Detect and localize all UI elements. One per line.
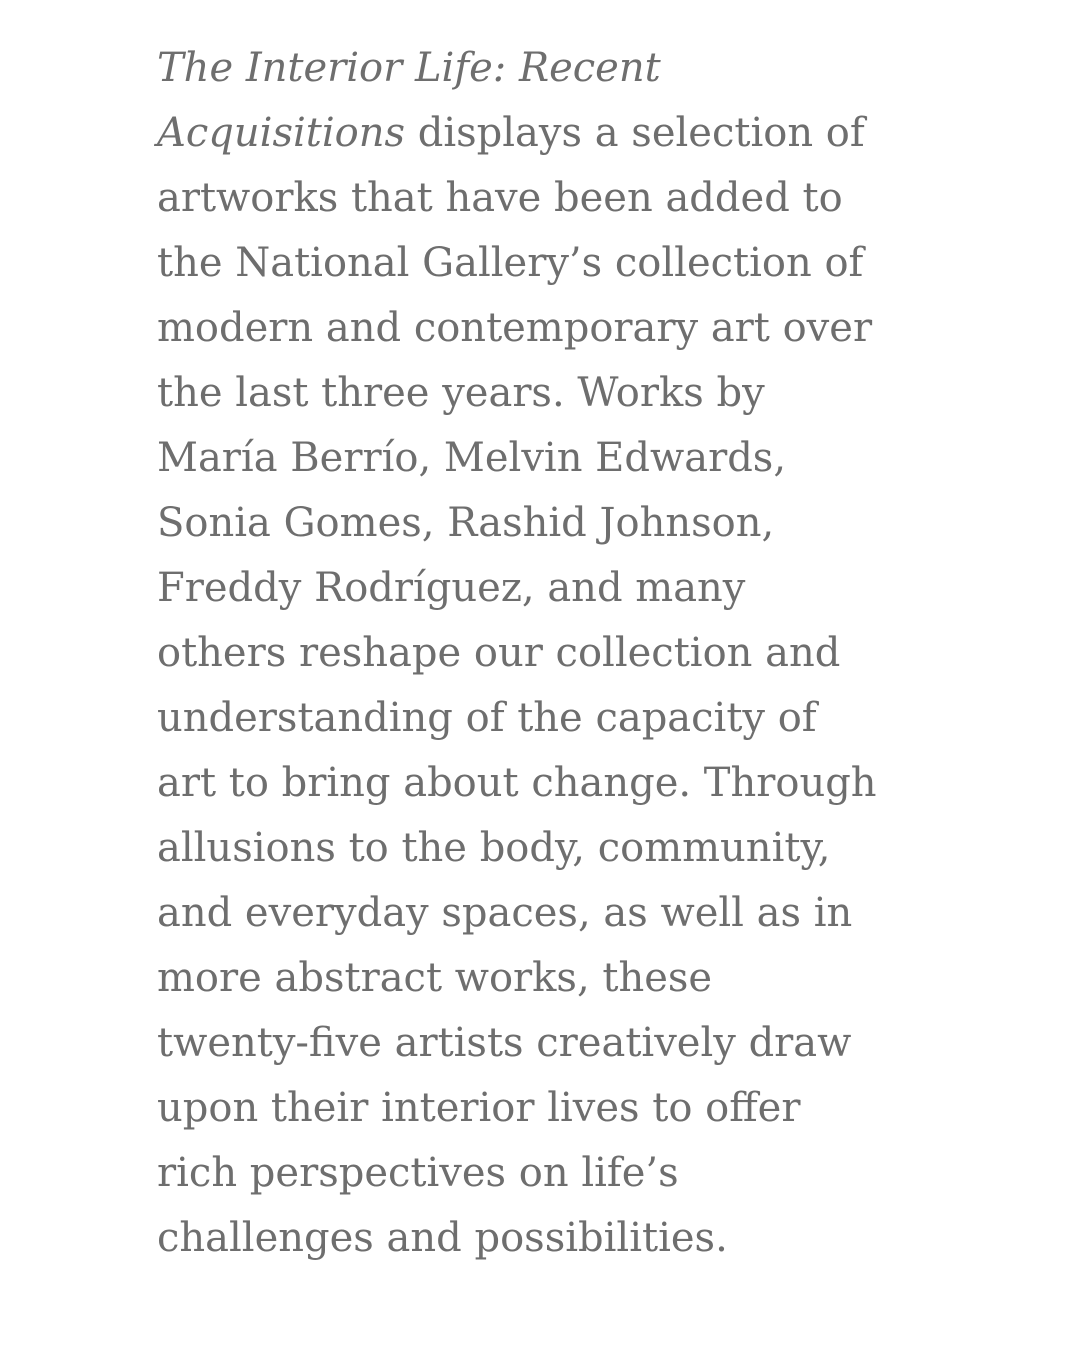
- text-line: twenty-five artists creatively draw: [157, 1020, 852, 1066]
- text-line: challenges and possibilities.: [157, 1215, 728, 1261]
- text-line: more abstract works, these: [157, 955, 713, 1001]
- text-line: modern and contemporary art over: [157, 305, 873, 351]
- text-line: artworks that have been added to: [157, 175, 843, 221]
- text-line: rich perspectives on life’s: [157, 1150, 679, 1196]
- text-line: upon their interior lives to offer: [157, 1085, 801, 1131]
- text-line: art to bring about change. Through: [157, 760, 877, 806]
- text-line: Sonia Gomes, Rashid Johnson,: [157, 500, 775, 546]
- text-line: allusions to the body, community,: [157, 825, 831, 871]
- text-line: and everyday spaces, as well as in: [157, 890, 853, 936]
- exhibition-title-line-1: The Interior Life: Recent: [157, 45, 661, 91]
- text-line: others reshape our collection and: [157, 630, 841, 676]
- exhibition-title-line-2: Acquisitions: [157, 110, 406, 156]
- text-line: the last three years. Works by: [157, 370, 765, 416]
- text-line: Freddy Rodríguez, and many: [157, 565, 746, 611]
- text-line-2-rest: displays a selection of: [405, 110, 865, 156]
- text-line: understanding of the capacity of: [157, 695, 817, 741]
- text-line-2: [157, 101, 957, 166]
- exhibition-description: [157, 36, 957, 1271]
- text-line: the National Gallery’s collection of: [157, 240, 864, 286]
- text-line: María Berrío, Melvin Edwards,: [157, 435, 787, 481]
